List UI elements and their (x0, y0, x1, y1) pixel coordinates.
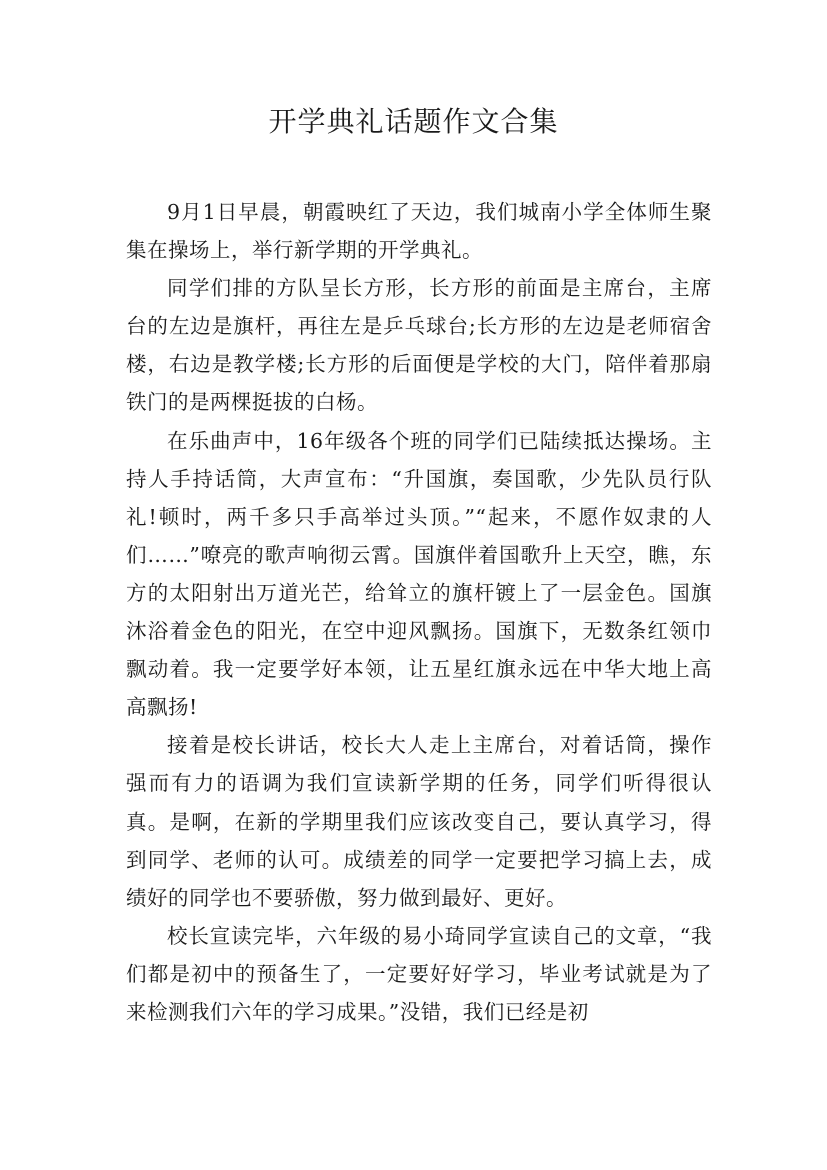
paragraph-1: 9月1日早晨，朝霞映红了天边，我们城南小学全体师生聚集在操场上，举行新学期的开学典礼。 (126, 200, 712, 263)
paragraph-2: 同学们排的方队呈长方形，长方形的前面是主席台，主席台的左边是旗杆，再往左是乒乓球台;长方形的左边是老师宿舍楼，右边是教学楼;长方形的后面便是学校的大门，陪伴着那扇铁门的是两棵挺拔的白杨。 (126, 276, 712, 415)
document-body (126, 193, 712, 1031)
paragraph-4: 接着是校长讲话，校长大人走上主席台，对着话筒，操作强而有力的语调为我们宣读新学期的任务，同学们听得很认真。是啊，在新的学期里我们应该改变自己，要认真学习，得到同学、老师的认可。成绩差的同学一定要把学习搞上去，成绩好的同学也不要骄傲，努力做到最好、更好。 (126, 733, 712, 910)
paragraph-3: 在乐曲声中，16年级各个班的同学们已陆续抵达操场。主持人手持话筒，大声宣布：“升国旗，奏国歌，少先队员行队礼!顿时，两千多只手高举过头顶。”“起来，不愿作奴隶的人们……”嘹亮的歌声响彻云霄。国旗伴着国歌升上天空，瞧，东方的太阳射出万道光芒，给耸立的旗杆镀上了一层金色。国旗沐浴着金色的阳光，在空中迎风飘扬。国旗下，无数条红领巾飘动着。我一定要学好本领，让五星红旗永远在中华大地上高高飘扬! (126, 428, 712, 720)
paragraph-5: 校长宣读完毕，六年级的易小琦同学宣读自己的文章，“我们都是初中的预备生了，一定要好好学习，毕业考试就是为了来检测我们六年的学习成果。”没错，我们已经是初 (126, 923, 712, 1024)
document-title: 开学典礼话题作文合集 (268, 105, 559, 138)
